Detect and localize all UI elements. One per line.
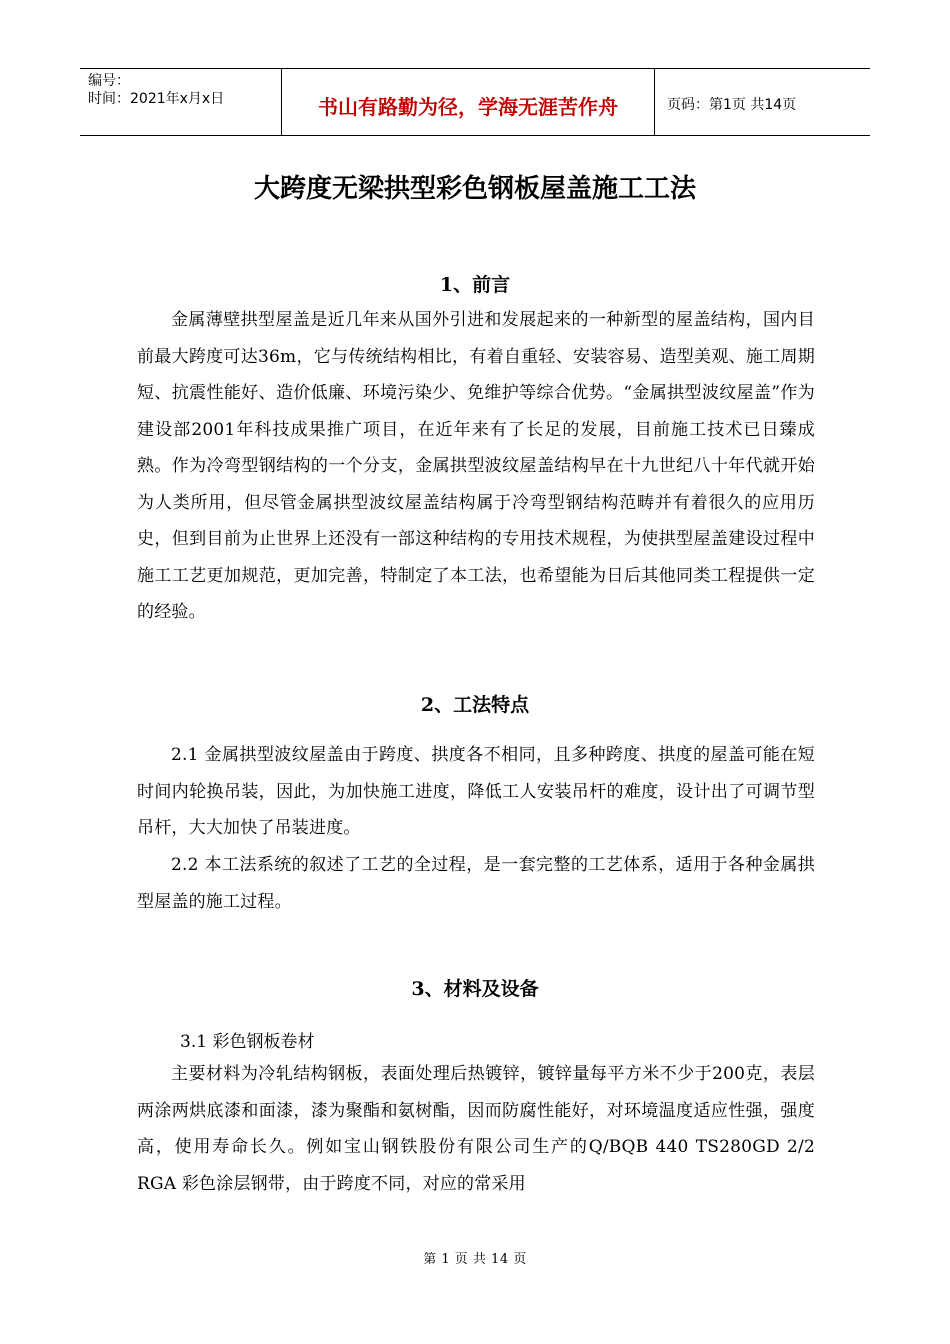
header-motto: 书山有路勤为径，学海无涯苦作舟 [282, 69, 655, 135]
header-meta [80, 69, 282, 135]
section-paragraph-features-2: 2.2 本工法系统的叙述了工艺的全过程，是一套完整的工艺体系，适用于各种金属拱型屋盖的施工过程。 [137, 855, 815, 912]
document-title: 大跨度无梁拱型彩色钢板屋盖施工工法 [253, 174, 696, 204]
section-paragraph-features-1: 2.1 金属拱型波纹屋盖由于跨度、拱度各不相同，且多种跨度、拱度的屋盖可能在短时间内轮换吊装，因此，为加快施工进度，降低工人安装吊杆的难度，设计出了可调节型吊杆，大大加快了吊装进度。 [137, 745, 815, 838]
document-number-label: 编号： [88, 73, 130, 89]
section-paragraph-materials: 主要材料为冷轧结构钢板，表面处理后热镀锌，镀锌量每平方米不少于200克，表层两涂两烘底漆和面漆，漆为聚酯和氨树酯，因而防腐性能好，对环境温度适应性强，强度高，使用寿命长久。例如宝山钢铁股份有限公司生产的Q/BQB 440 TS280GD 2/2 RGA 彩色涂层钢带，由于跨度不同，对应的常采用 [137, 1064, 815, 1194]
section-subheading-materials: 3.1 彩色钢板卷材 [180, 1032, 315, 1052]
header-page-info: 页码：第1页 共14页 [667, 97, 797, 113]
document-time-label: 时间：2021年x月x日 [88, 91, 225, 107]
section-heading-preface: 1、前言 [439, 274, 511, 296]
section-heading-features: 2、工法特点 [420, 694, 530, 716]
section-paragraph-preface: 金属薄壁拱型屋盖是近几年来从国外引进和发展起来的一种新型的屋盖结构，国内目前最大跨度可达36m，它与传统结构相比，有着自重轻、安装容易、造型美观、施工周期短、抗震性能好、造价低廉、环境污染少、免维护等综合优势。“金属拱型波纹屋盖”作为建设部2001年科技成果推广项目，在近年来有了长足的发展，目前施工技术已日臻成熟。作为冷弯型钢结构的一个分支，金属拱型波纹屋盖结构早在十九世纪八十年代就开始为人类所用，但尽管金属拱型波纹屋盖结构属于冷弯型钢结构范畴并有着很久的应用历史，但到目前为止世界上还没有一部这种结构的专用技术规程，为使拱型屋盖建设过程中施工工艺更加规范，更加完善，特制定了本工法，也希望能为日后其他同类工程提供一定的经验。 [137, 310, 815, 622]
section-heading-materials: 3、材料及设备 [411, 978, 539, 1000]
page-footer: 第 1 页 共 14 页 [423, 1252, 527, 1267]
page-header [80, 68, 870, 136]
